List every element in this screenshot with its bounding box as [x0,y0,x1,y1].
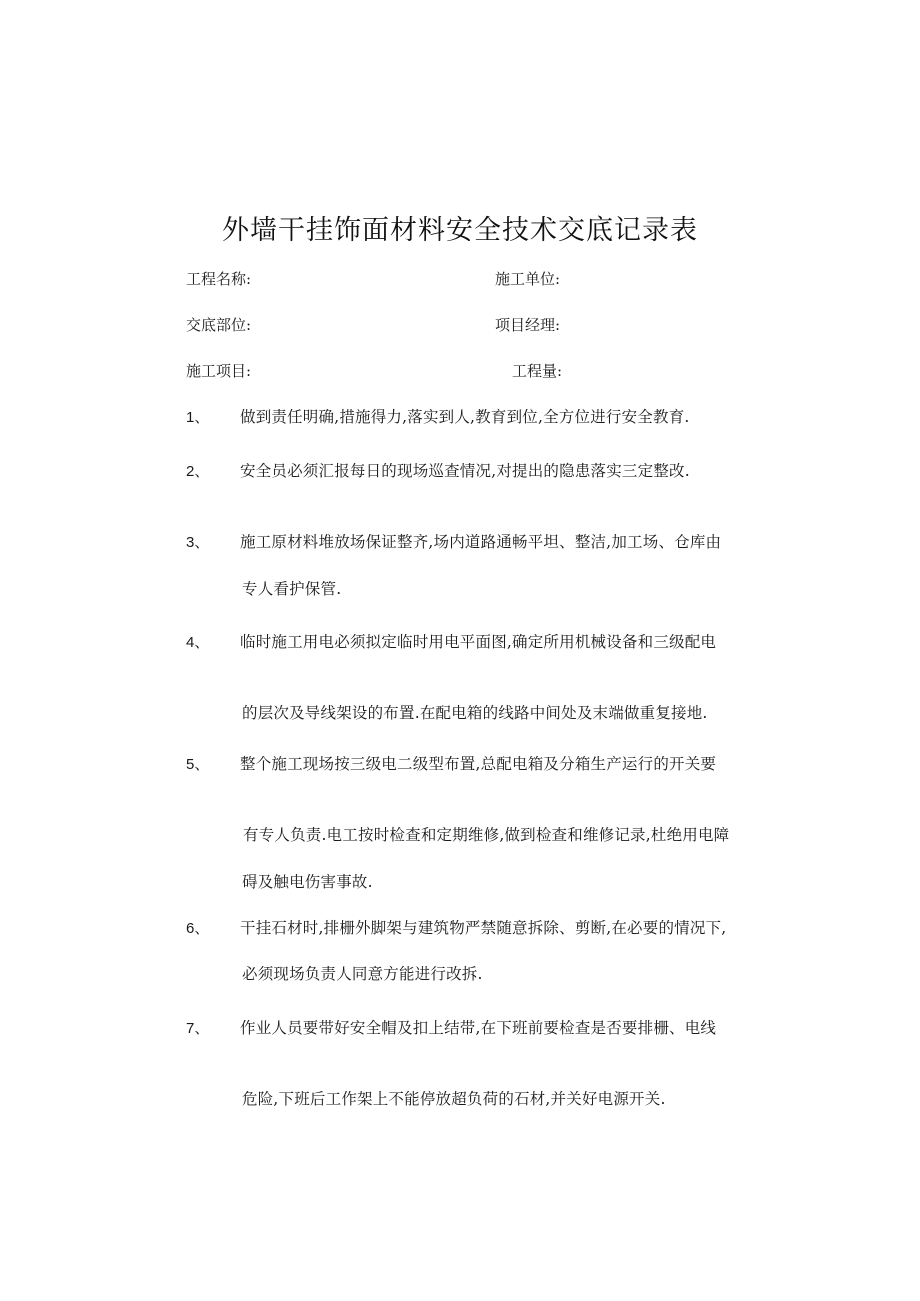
construction-item-label: 施工项目: [186,362,252,380]
item-text-line: 安全员必须汇报每日的现场巡查情况,对提出的隐患落实三定整改. [240,462,690,480]
construction-unit-label: 施工单位: [495,270,561,288]
item-text-line: 有专人负责.电工按时检查和定期维修,做到检查和维修记录,杜绝用电障 [243,826,730,844]
item-text-line: 专人看护保管. [242,580,342,598]
item-text-line: 必须现场负责人同意方能进行改拆. [242,965,483,983]
disclosure-part-label: 交底部位: [186,316,252,334]
item-number: 6、 [186,920,210,937]
item-number: 5、 [186,756,210,773]
item-text-line: 作业人员要带好安全帽及扣上结带,在下班前要检查是否要排栅、电线 [240,1019,717,1037]
item-text-line: 干挂石材时,排栅外脚架与建筑物严禁随意拆除、剪断,在必要的情况下, [240,919,727,937]
project-name-label: 工程名称: [186,270,252,288]
item-text-line: 碍及触电伤害事故. [242,873,373,891]
item-text-line: 临时施工用电必须拟定临时用电平面图,确定所用机械设备和三级配电 [240,633,717,651]
item-number: 3、 [186,534,210,551]
quantity-label: 工程量: [512,362,563,380]
item-number: 1、 [186,409,210,426]
item-text-line: 危险,下班后工作架上不能停放超负荷的石材,并关好电源开关. [242,1090,666,1108]
item-text-line: 做到责任明确,措施得力,落实到人,教育到位,全方位进行安全教育. [240,408,690,426]
item-text-line: 施工原材料堆放场保证整齐,场内道路通畅平坦、整洁,加工场、仓库由 [240,533,722,551]
project-manager-label: 项目经理: [495,316,561,334]
item-number: 7、 [186,1020,210,1037]
item-text-line: 的层次及导线架设的布置.在配电箱的线路中间处及末端做重复接地. [242,704,708,722]
page-title: 外墙干挂饰面材料安全技术交底记录表 [222,215,698,246]
item-text-line: 整个施工现场按三级电二级型布置,总配电箱及分箱生产运行的开关要 [240,755,717,773]
item-number: 4、 [186,634,210,651]
item-number: 2、 [186,463,210,480]
